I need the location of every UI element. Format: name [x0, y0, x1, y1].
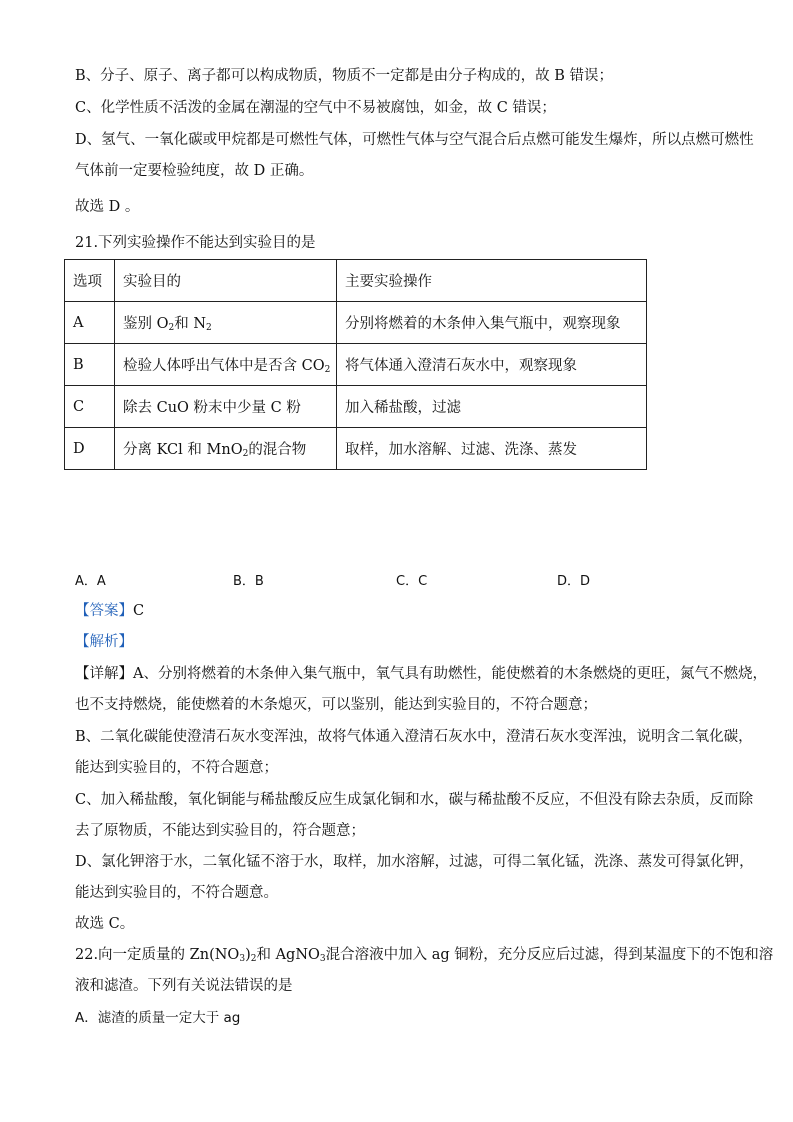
row-purpose: 分离 KCl 和 MnO$_2$的混合物 [115, 428, 337, 470]
row-purpose: 检验人体呼出气体中是否含 $CO_2$ [115, 344, 337, 386]
table-row [65, 386, 647, 428]
detail-line: C、加入稀盐酸，氧化铜能与稀盐酸反应生成氯化铜和水，碳与稀盐酸不反应，不但没有除去杂质，反而除 [75, 792, 754, 808]
question-22-option-a: A．滤渣的质量一定大于 ag [75, 1010, 241, 1026]
answer-label: 【答案】 [75, 603, 133, 619]
row-option: B [65, 344, 115, 386]
text-line-c: C、化学性质不活泼的金属在潮湿的空气中不易被腐蚀，如金，故 C 错误； [75, 100, 556, 116]
option-d: D．D [557, 574, 591, 589]
detail-label: 【详解】 [75, 666, 133, 682]
question-22-cont: 液和滤渣。下列有关说法错误的是 [75, 978, 293, 994]
detail-line: D、氯化钾溶于水，二氧化锰不溶于水，取样，加水溶解，过滤，可得二氧化锰，洗涤、蒸发可得氯化钾， [75, 854, 754, 870]
detail-line: 能达到实验目的，不符合题意； [75, 760, 278, 776]
table-row [65, 428, 647, 470]
question-22: 22.向一定质量的 $Zn(NO_3)_2$和 AgNO$_3$混合溶液中加入 ag 铜粉，充分反应后过滤，得到某温度下的不饱和溶 [75, 947, 774, 964]
detail-line: B、二氧化碳能使澄清石灰水变浑浊，故将气体通入澄清石灰水中，澄清石灰水变浑浊，说明含二氧化碳， [75, 729, 753, 745]
row-purpose: 除去 CuO 粉末中少量 C 粉 [115, 386, 337, 428]
detail-line: 【详解】A、分别将燃着的木条伸入集气瓶中，氧气具有助燃性，能使燃着的木条燃烧的更旺，氮气不燃烧， [75, 666, 767, 682]
row-purpose: 鉴别 $O_2$和 $N_2$ [115, 302, 337, 344]
detail-line: 也不支持燃烧，能使燃着的木条熄灭，可以鉴别，能达到实验目的，不符合题意； [75, 697, 597, 713]
row-operation: 分别将燃着的木条伸入集气瓶中，观察现象 [337, 302, 647, 344]
analysis-label: 【解析】 [75, 634, 133, 650]
header-operation: 主要实验操作 [337, 260, 647, 302]
detail-conclusion: 故选 C。 [75, 916, 135, 932]
text-line-d-cont: 气体前一定要检验纯度，故 D 正确。 [75, 163, 314, 179]
header-purpose: 实验目的 [115, 260, 337, 302]
question-21: 21.下列实验操作不能达到实验目的是 [75, 235, 316, 251]
option-c: C．C [396, 574, 428, 589]
conclusion-line: 故选 D 。 [75, 199, 140, 215]
table-header-row [65, 260, 647, 302]
table-row [65, 302, 647, 344]
text-line-d: D、氢气、一氧化碳或甲烷都是可燃性气体，可燃性气体与空气混合后点燃可能发生爆炸，所以点燃可燃性 [75, 132, 754, 148]
answer-line [75, 601, 735, 621]
text-line-b: B、分子、原子、离子都可以构成物质，物质不一定都是由分子构成的，故 B 错误； [75, 68, 614, 84]
experiment-table [64, 259, 647, 470]
answer-value: C [133, 603, 145, 619]
row-operation: 取样，加水溶解、过滤、洗涤、蒸发 [337, 428, 647, 470]
row-option: C [65, 386, 115, 428]
header-option: 选项 [65, 260, 115, 302]
row-operation: 加入稀盐酸，过滤 [337, 386, 647, 428]
detail-line: 去了原物质，不能达到实验目的，符合题意； [75, 823, 365, 839]
row-option: D [65, 428, 115, 470]
option-b: B．B [233, 574, 264, 589]
table-row [65, 344, 647, 386]
row-option: A [65, 302, 115, 344]
row-operation: 将气体通入澄清石灰水中，观察现象 [337, 344, 647, 386]
option-a: A．A [75, 574, 106, 589]
detail-line: 能达到实验目的，不符合题意。 [75, 885, 278, 901]
